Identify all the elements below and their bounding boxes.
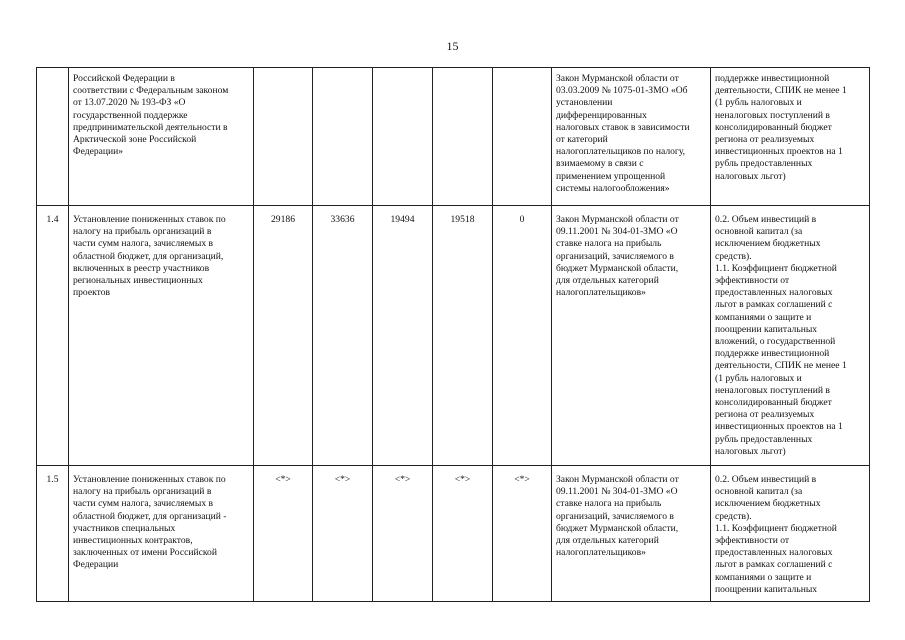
value-cell: 29186 [254,206,313,466]
law-reference-cell: Закон Мурманской области от 09.11.2001 № 304-01-ЗМО «О ставке налога на прибыль организаций, зачисляемого в бюджет Мурманской области, для отдельных категорий налогоплательщиков» [552,466,711,602]
value-cell [313,68,373,206]
row-number: 1.5 [37,466,69,602]
value-cell: 19494 [373,206,433,466]
benefit-name-cell: Установление пониженных ставок по налогу на прибыль организаций в части сумм налога, зачисляемых в областной бюджет, для организаций - участников специальных инвестиционных контрактов, заключенных от имени Российской Федерации [69,466,254,602]
table-row [37,68,870,206]
value-cell: <*> [373,466,433,602]
benefit-name-cell: Российской Федерации в соответствии с Федеральным законом от 13.07.2020 № 193-ФЗ «О государственной поддержке предпринимательской деятельности в Арктической зоне Российской Федерации» [69,68,254,206]
value-cell [373,68,433,206]
value-cell: <*> [493,466,552,602]
law-reference-cell: Закон Мурманской области от 09.11.2001 № 304-01-ЗМО «О ставке налога на прибыль организаций, зачисляемого в бюджет Мурманской области, для отдельных категорий налогоплательщиков» [552,206,711,466]
value-cell: <*> [433,466,493,602]
value-cell: 19518 [433,206,493,466]
criteria-cell: 0.2. Объем инвестиций в основной капитал (за исключением бюджетных средств). 1.1. Коэффициент бюджетной эффективности от предоставленных налоговых льгот в рамках соглашений с компаниями о защите и поощрении капитальных вложений, о государственной поддержке инвестиционной деятельности, СПИК не менее 1 (1 рубль налоговых и неналоговых поступлений в консолидированный бюджет региона от реализуемых инвестиционных проектов на 1 рубль предоставленных налоговых льгот) [711,206,870,466]
value-cell [254,68,313,206]
value-cell: <*> [254,466,313,602]
value-cell: 0 [493,206,552,466]
table-row [37,466,870,602]
value-cell: 33636 [313,206,373,466]
value-cell: <*> [313,466,373,602]
row-number [37,68,69,206]
table-row [37,206,870,466]
benefit-name-cell: Установление пониженных ставок по налогу на прибыль организаций в части сумм налога, зачисляемых в областной бюджет, для организаций, включенных в реестр участников региональных инвестиционных проектов [69,206,254,466]
page-number: 15 [446,39,459,53]
value-cell [433,68,493,206]
row-number: 1.4 [37,206,69,466]
law-reference-cell: Закон Мурманской области от 03.03.2009 № 1075-01-ЗМО «Об установлении дифференцированных налоговых ставок в зависимости от категорий налогоплательщиков по налогу, взимаемому в связи с применением упрощенной системы налогообложения» [552,68,711,206]
value-cell [493,68,552,206]
tax-benefits-table [36,67,870,602]
criteria-cell: поддержке инвестиционной деятельности, СПИК не менее 1 (1 рубль налоговых и неналоговых поступлений в консолидированный бюджет региона от реализуемых инвестиционных проектов на 1 рубль предоставленных налоговых льгот) [711,68,870,206]
criteria-cell: 0.2. Объем инвестиций в основной капитал (за исключением бюджетных средств). 1.1. Коэффициент бюджетной эффективности от предоставленных налоговых льгот в рамках соглашений с компаниями о защите и поощрении капитальных [711,466,870,602]
